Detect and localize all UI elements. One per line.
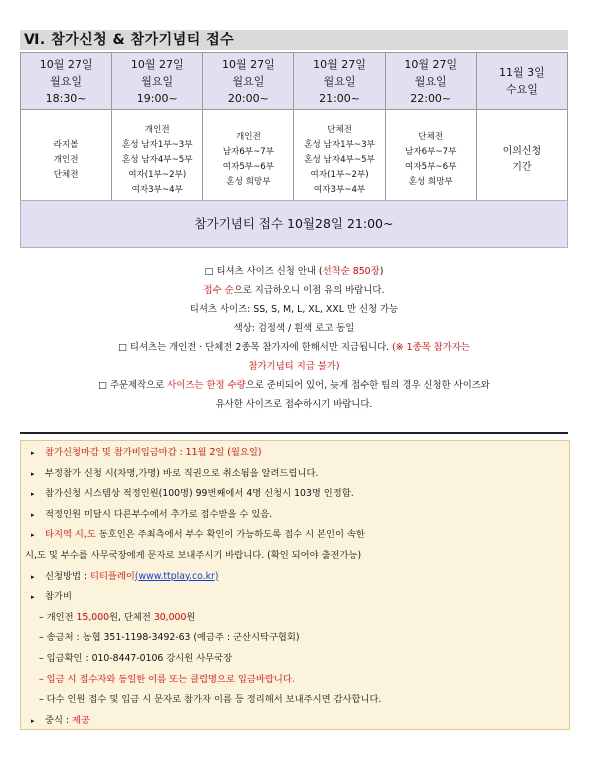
notice-line: 접수 순으로 지급하오니 이점 유의 바랍니다. [203, 285, 385, 296]
bullet-icon: ▸ [31, 449, 35, 457]
info-line: ▸ 부정참가 신청 시(차명,가명) 바로 직권으로 취소됨을 알려드립니다. [31, 464, 563, 485]
schedule-header-row [21, 53, 568, 110]
bullet-icon: ▸ [31, 572, 35, 581]
schedule-body-cell: 개인전 혼성 남자1부~3부 혼성 남자4부~5부 여자(1부~2부) 여자3부~4부 [112, 110, 203, 211]
info-box [20, 440, 570, 730]
info-line: – 입금 시 접수자와 동일한 이름 또는 클럽명으로 입금바랍니다. [39, 673, 295, 685]
notice-line: □ 주문제작으로 사이즈는 한정 수량으로 준비되어 있어, 늦게 접수한 팀의 경우 신청한 사이즈와 [98, 380, 490, 391]
divider [20, 432, 568, 434]
info-line: – 다수 인원 접수 및 입금 시 문자로 참가자 이름 등 정리해서 보내주시면 감사합니다. [39, 694, 382, 706]
schedule-header-cell: 10월 27일 월요일 18:30~ [21, 53, 112, 110]
info-line: ▸ 참가신청마감 및 참가비입금마감 : 11월 2일 (월요일) [31, 443, 563, 464]
schedule-header-cell: 10월 27일 월요일 19:00~ [112, 53, 203, 110]
bullet-icon: ▸ [31, 531, 35, 540]
schedule-header-cell: 10월 27일 월요일 20:00~ [203, 53, 294, 110]
bullet-icon: ▸ [31, 716, 35, 725]
info-line: – 송금처 : 농협 351-1198-3492-63 (예금주 : 군산시탁구협회) [39, 632, 300, 644]
schedule-body-cell: 단체전 혼성 남자1부~3부 혼성 남자4부~5부 여자(1부~2부) 여자3부~4부 [294, 110, 385, 211]
info-line: ▸ 적정인원 미달시 다른부수에서 추가로 접수받을 수 있음. [31, 505, 563, 526]
bullet-icon: ▸ [31, 510, 35, 519]
notice-line: 색상: 검정색 / 흰색 로고 동일 [233, 323, 355, 334]
info-line: – 개인전 15,000원, 단체전 30,000원 [39, 611, 196, 623]
tshirt-notice [20, 262, 568, 414]
schedule-body-cell: 개인전 남자6부~7부 여자5부~6부 혼성 희망부 [203, 110, 294, 211]
bullet-icon: ▸ [31, 490, 35, 499]
schedule-body-cell: 단체전 남자6부~7부 여자5부~6부 혼성 희망부 [385, 110, 476, 211]
info-line: ▸ 참가신청 시스템상 적정인원(100명) 99번째에서 4명 신청시 103명 인정함. [31, 484, 563, 505]
notice-line: 티셔츠 사이즈: SS, S, M, L, XL, XXL 만 신청 가능 [189, 304, 399, 315]
schedule-body-cell: 라지볼 개인전 단체전 [21, 110, 112, 211]
schedule-header-cell: 10월 27일 월요일 21:00~ [294, 53, 385, 110]
info-line: ▸ 신청방법 : 티티플레이(www.ttplay.co.kr) [31, 567, 563, 588]
notice-line: □ 티셔츠 사이즈 신청 안내 (선착순 850장) [204, 266, 384, 277]
schedule-body-cell: 이의신청 기간 [476, 110, 567, 211]
schedule-table [20, 52, 568, 211]
info-line: ▸ 중식 : 제공 [31, 711, 563, 732]
bullet-icon: ▸ [31, 469, 35, 478]
notice-line: 참가기념티 지급 불가) [248, 361, 340, 372]
notice-line: 유사한 사이즈로 접수하시기 바랍니다. [215, 399, 373, 410]
schedule-body-row [21, 110, 568, 211]
info-line: ▸ 참가비 [31, 587, 563, 608]
registration-banner: 참가기념티 접수 10월28일 21:00~ [20, 200, 568, 248]
info-line: 시,도 및 부수를 사무국장에게 문자로 보내주시기 바랍니다. (확인 되어야 출전가능) [25, 549, 362, 561]
section-title: Ⅵ. 참가신청 & 참가기념티 접수 [20, 30, 568, 50]
schedule-header-cell: 11월 3일 수요일 [476, 53, 567, 110]
bullet-icon: ▸ [31, 593, 35, 602]
info-line: ▸ 타지역 시,도 동호인은 주최측에서 부수 확인이 가능하도록 접수 시 본인이 속한 [31, 525, 563, 546]
ttplay-link[interactable]: (www.ttplay.co.kr) [134, 570, 219, 582]
notice-line: □ 티셔츠는 개인전 · 단체전 2종목 참가자에 한해서만 지급됩니다. (※ 1종목 참가자는 [118, 342, 470, 353]
info-line: – 입금확인 : 010-8447-0106 강시원 사무국장 [39, 652, 233, 664]
schedule-header-cell: 10월 27일 월요일 22:00~ [385, 53, 476, 110]
